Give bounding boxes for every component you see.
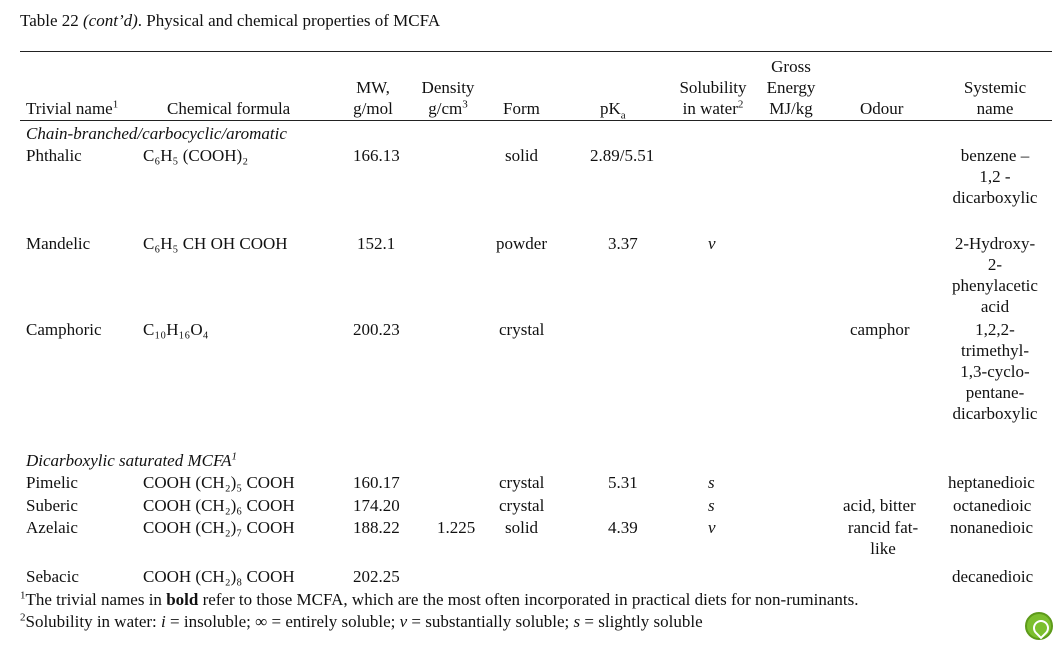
section-branched: Chain-branched/carbocyclic/aromatic (26, 124, 287, 143)
row-mandelic-formula: C₆H₅ CH OH COOH (143, 234, 288, 253)
row-suberic-solubility: s (708, 496, 715, 515)
row-suberic-form: crystal (499, 496, 545, 515)
footnote-2: $^2$Solubility in water: i = insoluble; ∞ = entirely soluble; v = substantially soluble; s = slightly soluble (20, 611, 703, 631)
row-camphoric-formula: C₁₀H₁₆O₄ (143, 320, 209, 339)
row-pimelic-name: Pimelic (26, 473, 78, 492)
row-pimelic-mw: 160.17 (353, 473, 400, 492)
row-mandelic-name: Mandelic (26, 234, 91, 253)
title-rest: . Physical and chemical properties of MCFA (137, 11, 441, 30)
header-density: Density $g/cm^3$ (421, 78, 475, 118)
row-azelaic-density: 1.225 (437, 518, 476, 537)
row-azelaic-systemic: nonanedioic (950, 518, 1034, 537)
header-gross-energy: Gross Energy MJ/kg (766, 57, 816, 118)
row-mandelic-solubility: v (708, 234, 716, 253)
header-solubility: Solubility in water$^2$ (679, 78, 747, 118)
row-azelaic-odour: rancid fat- like (847, 518, 919, 558)
row-azelaic-name: Azelaic (26, 518, 78, 537)
row-mandelic-pka: 3.37 (608, 234, 638, 253)
row-sebacic-name: Sebacic (26, 567, 79, 586)
row-pimelic-systemic: heptanedioic (948, 473, 1035, 492)
row-mandelic-systemic: 2-Hydroxy- 2- phenylacetic acid (952, 234, 1038, 316)
header-chemical-formula: Chemical formula (167, 99, 291, 118)
footnote-1: $^1$The trivial names in bold refer to those MCFA, which are the most often incorporated in practical diets for non-ruminants. (20, 589, 859, 609)
row-suberic-systemic: octanedioic (953, 496, 1032, 515)
row-sebacic-systemic: decanedioic (952, 567, 1034, 586)
header-pka: $pK_a$ (600, 99, 626, 122)
row-suberic-name: Suberic (26, 496, 78, 515)
title-contd: (cont’d) (83, 11, 138, 30)
row-suberic-formula: COOH (CH₂)₆ COOH (143, 496, 295, 515)
row-phthalic-name: Phthalic (26, 146, 82, 165)
top-rule (20, 51, 1052, 52)
recycle-leaf-icon (1025, 612, 1053, 640)
row-sebacic-formula: COOH (CH₂)₈ COOH (143, 567, 295, 586)
title-prefix: Table 22 (20, 11, 84, 30)
table-title (20, 10, 440, 31)
row-pimelic-pka: 5.31 (608, 473, 638, 492)
row-pimelic-formula: COOH (CH₂)₅ COOH (143, 473, 295, 492)
row-azelaic-solubility: v (708, 518, 716, 537)
header-rule (20, 120, 1052, 121)
row-mandelic-form: powder (496, 234, 547, 253)
row-phthalic-mw: 166.13 (353, 146, 400, 165)
row-camphoric-odour: camphor (850, 320, 910, 339)
row-camphoric-form: crystal (499, 320, 545, 339)
header-form: Form (503, 99, 540, 118)
row-azelaic-formula: COOH (CH₂)₇ COOH (143, 518, 295, 537)
row-phthalic-pka: 2.89/5.51 (590, 146, 655, 165)
row-suberic-mw: 174.20 (353, 496, 400, 515)
row-suberic-odour: acid, bitter (843, 496, 916, 515)
row-mandelic-mw: 152.1 (357, 234, 396, 253)
row-azelaic-pka: 4.39 (608, 518, 638, 537)
row-sebacic-mw: 202.25 (353, 567, 400, 586)
header-trivial-name: Trivial name$^1$ (26, 98, 119, 118)
row-azelaic-mw: 188.22 (353, 518, 400, 537)
row-camphoric-name: Camphoric (26, 320, 102, 339)
row-pimelic-solubility: s (708, 473, 715, 492)
row-pimelic-form: crystal (499, 473, 545, 492)
row-camphoric-systemic: 1,2,2- trimethyl- 1,3-cyclo- pentane- dicarboxylic (952, 320, 1038, 423)
row-phthalic-systemic: benzene – 1,2 - dicarboxylic (952, 146, 1038, 207)
row-phthalic-form: solid (505, 146, 539, 165)
row-phthalic-formula: C₆H₅ (COOH)₂ (143, 146, 249, 165)
header-systemic-name: Systemic name (963, 78, 1027, 118)
header-mw: MW, g/mol (353, 78, 393, 118)
row-camphoric-mw: 200.23 (353, 320, 400, 339)
header-odour: Odour (860, 99, 904, 118)
row-azelaic-form: solid (505, 518, 539, 537)
section-dicarboxylic: Dicarboxylic saturated MCFA$^1$ (26, 450, 238, 470)
